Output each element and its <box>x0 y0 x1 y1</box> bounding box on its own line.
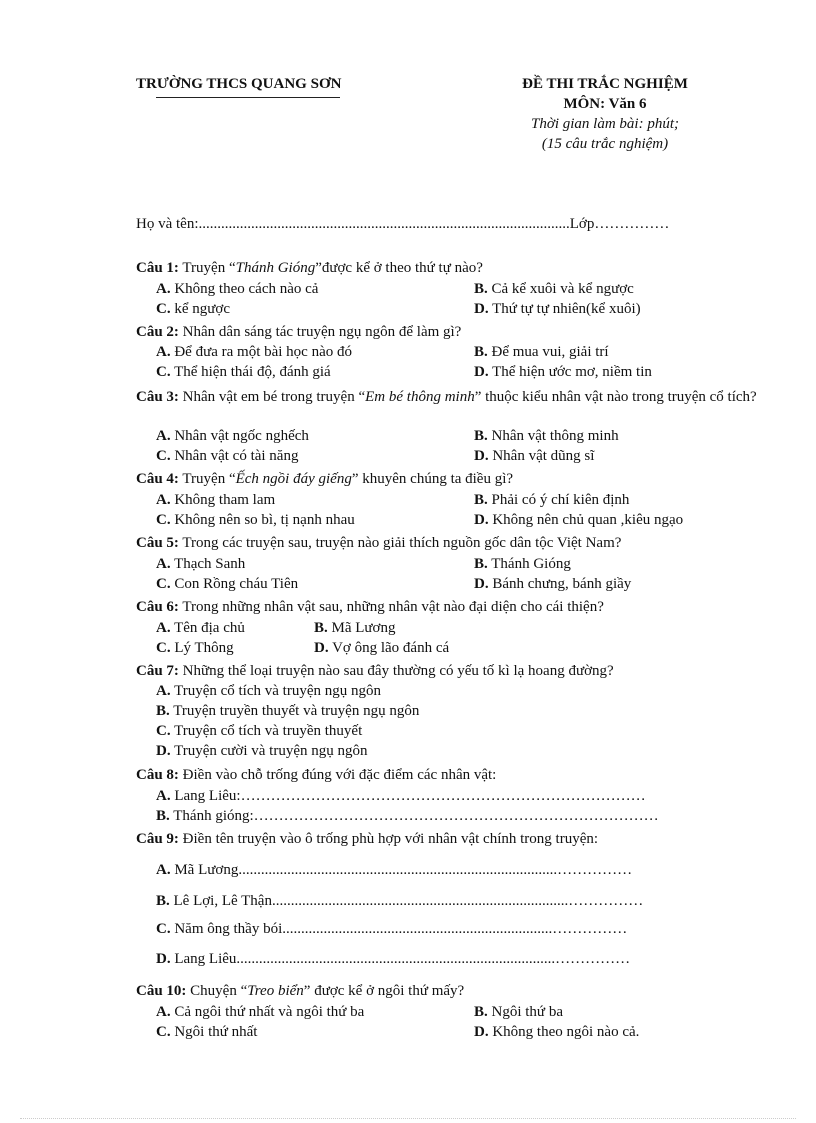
q7-option-d[interactable]: D. Truyện cười và truyện ngụ ngôn <box>156 743 368 759</box>
q2-option-a[interactable]: A. Để đưa ra một bài học nào đó <box>156 344 352 360</box>
q2-option-c[interactable]: C. Thể hiện thái độ, đánh giá <box>156 364 331 380</box>
question-label: Câu 1: <box>136 260 179 276</box>
question-label: Câu 6: <box>136 599 179 615</box>
q9-fill-a[interactable]: A. Mã Lương.....................................................................................…………… <box>156 862 633 878</box>
question-label: Câu 8: <box>136 767 179 783</box>
exam-subject: MÔN: Văn 6 <box>563 96 647 112</box>
q3-option-c[interactable]: C. Nhân vật có tài năng <box>156 448 299 464</box>
question-6: Câu 6: Trong những nhân vật sau, những nhân vật nào đại diện cho cái thiện? <box>136 599 604 615</box>
q4-option-d[interactable]: D. Không nên chủ quan ,kiêu ngạo <box>474 512 684 528</box>
question-8: Câu 8: Điền vào chỗ trống đúng với đặc điểm các nhân vật: <box>136 767 497 783</box>
q9-fill-c[interactable]: C. Năm ông thầy bói........................................................................…………… <box>156 921 628 937</box>
q3-option-b[interactable]: B. Nhân vật thông minh <box>474 428 619 444</box>
question-label: Câu 7: <box>136 663 179 679</box>
q1-option-a[interactable]: A. Không theo cách nào cả <box>156 281 319 297</box>
page-bottom-border <box>20 1118 796 1119</box>
school-underline <box>156 97 340 98</box>
question-label: Câu 4: <box>136 471 179 487</box>
question-7: Câu 7: Những thể loại truyện nào sau đây thường có yếu tố kì lạ hoang đường? <box>136 663 614 679</box>
question-label: Câu 5: <box>136 535 179 551</box>
question-5: Câu 5: Trong các truyện sau, truyện nào giải thích nguồn gốc dân tộc Việt Nam? <box>136 535 622 551</box>
q2-option-b[interactable]: B. Để mua vui, giải trí <box>474 344 609 360</box>
q5-option-d[interactable]: D. Bánh chưng, bánh giầy <box>474 576 632 592</box>
q6-option-a[interactable]: A. Tên địa chủ <box>156 620 245 636</box>
question-4: Câu 4: Truyện “Ếch ngồi đáy giếng” khuyên chúng ta điều gì? <box>136 471 514 487</box>
q5-option-c[interactable]: C. Con Rồng cháu Tiên <box>156 576 299 592</box>
q3-option-d[interactable]: D. Nhân vật dũng sĩ <box>474 448 595 464</box>
q10-option-b[interactable]: B. Ngôi thứ ba <box>474 1004 563 1020</box>
q7-option-a[interactable]: A. Truyện cổ tích và truyện ngụ ngôn <box>156 683 381 699</box>
q1-option-d[interactable]: D. Thứ tự tự nhiên(kể xuôi) <box>474 301 641 317</box>
class-label: Lớp <box>569 216 595 232</box>
q3-option-a[interactable]: A. Nhân vật ngốc nghếch <box>156 428 309 444</box>
q5-option-b[interactable]: B. Thánh Gióng <box>474 556 571 572</box>
name-blank[interactable]: ................................................................................................... <box>198 216 570 232</box>
question-label: Câu 3: <box>136 389 179 405</box>
q7-option-c[interactable]: C. Truyện cổ tích và truyền thuyết <box>156 723 363 739</box>
student-info-row <box>136 216 669 233</box>
q2-option-d[interactable]: D. Thể hiện ước mơ, niềm tin <box>474 364 652 380</box>
q10-option-d[interactable]: D. Không theo ngôi nào cả. <box>474 1024 640 1040</box>
question-label: Câu 2: <box>136 324 179 340</box>
question-label: Câu 10: <box>136 983 187 999</box>
exam-time: Thời gian làm bài: phút; <box>530 116 679 132</box>
q4-option-c[interactable]: C. Không nên so bì, tị nạnh nhau <box>156 512 355 528</box>
q10-option-c[interactable]: C. Ngôi thứ nhất <box>156 1024 258 1040</box>
name-label: Họ và tên: <box>136 216 199 232</box>
q1-option-c[interactable]: C. kể ngược <box>156 301 230 317</box>
question-3: Câu 3: Nhân vật em bé trong truyện “Em bé thông minh” thuộc kiểu nhân vật nào trong truyện cổ tích? <box>136 389 757 405</box>
q10-option-a[interactable]: A. Cả ngôi thứ nhất và ngôi thứ ba <box>156 1004 365 1020</box>
exam-title: ĐỀ THI TRẮC NGHIỆM <box>522 76 688 92</box>
class-blank[interactable]: …………… <box>594 216 670 232</box>
q7-option-b[interactable]: B. Truyện truyền thuyết và truyện ngụ ngôn <box>156 703 420 719</box>
q5-option-a[interactable]: A. Thạch Sanh <box>156 556 246 572</box>
q4-option-a[interactable]: A. Không tham lam <box>156 492 276 508</box>
q6-option-b[interactable]: B. Mã Lương <box>314 620 396 636</box>
question-count: (15 câu trắc nghiệm) <box>541 136 669 152</box>
question-2: Câu 2: Nhân dân sáng tác truyện ngụ ngôn để làm gì? <box>136 324 462 340</box>
q8-fill-b[interactable]: B. Thánh gióng:……………………………………………………………………… <box>156 808 659 824</box>
q4-option-b[interactable]: B. Phải có ý chí kiên định <box>474 492 630 508</box>
question-9: Câu 9: Điền tên truyện vào ô trống phù hợp với nhân vật chính trong truyện: <box>136 831 599 847</box>
question-10: Câu 10: Chuyện “Treo biển” được kể ở ngôi thứ mấy? <box>136 983 465 999</box>
question-1: Câu 1: Truyện “Thánh Gióng”được kể ở theo thứ tự nào? <box>136 260 483 276</box>
q8-fill-a[interactable]: A. Lang Liêu:……………………………………………………………………… <box>156 788 646 804</box>
q6-option-d[interactable]: D. Vợ ông lão đánh cá <box>314 640 450 656</box>
q1-option-b[interactable]: B. Cả kể xuôi và kể ngược <box>474 281 634 297</box>
school-name: TRƯỜNG THCS QUANG SƠN <box>136 76 342 92</box>
question-label: Câu 9: <box>136 831 179 847</box>
q9-fill-b[interactable]: B. Lê Lợi, Lê Thận...............................................................................…………… <box>156 893 644 909</box>
q9-fill-d[interactable]: D. Lang Liêu.....................................................................................…………… <box>156 951 631 967</box>
q6-option-c[interactable]: C. Lý Thông <box>156 640 234 656</box>
